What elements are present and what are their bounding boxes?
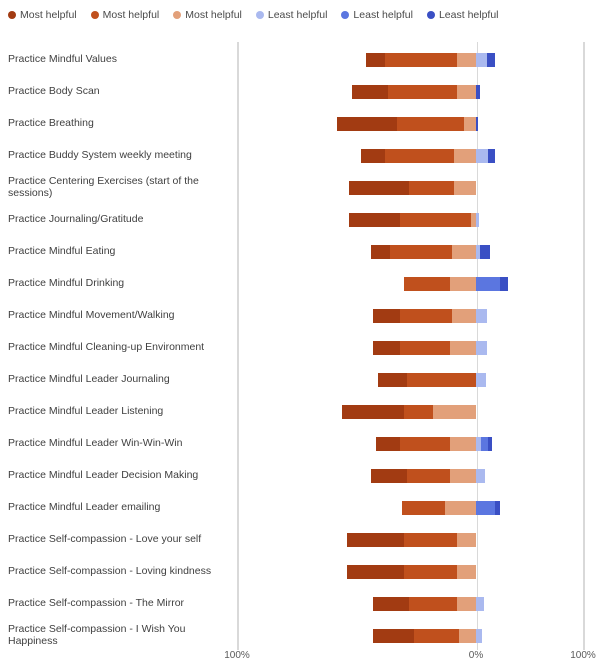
bar-track xyxy=(237,460,584,492)
bar-segment[interactable] xyxy=(373,309,399,323)
bar-segment[interactable] xyxy=(476,629,482,643)
bar-segment[interactable] xyxy=(450,437,476,451)
bar-track xyxy=(237,140,584,172)
bar-segment[interactable] xyxy=(371,245,390,259)
bar-segment[interactable] xyxy=(500,277,509,291)
bar-segment[interactable] xyxy=(404,565,457,579)
bar-segment[interactable] xyxy=(476,309,487,323)
bar-segment[interactable] xyxy=(450,277,476,291)
bar-segment[interactable] xyxy=(349,181,409,195)
bar-segment[interactable] xyxy=(457,597,476,611)
bar-segment[interactable] xyxy=(488,149,496,163)
bar-track xyxy=(237,300,584,332)
bar-track xyxy=(237,76,584,108)
category-label: Practice Mindful Values xyxy=(8,53,117,66)
bar-segment[interactable] xyxy=(476,597,484,611)
legend-label: Least helpful xyxy=(267,9,328,21)
legend-label: Most helpful xyxy=(185,9,242,21)
bar-segment[interactable] xyxy=(400,213,472,227)
bar-segment[interactable] xyxy=(457,53,476,67)
bar-segment[interactable] xyxy=(454,149,476,163)
axis-tick-label: 100% xyxy=(224,650,250,661)
legend-item[interactable] xyxy=(173,10,242,21)
chart-row xyxy=(0,428,613,460)
legend-item[interactable] xyxy=(91,10,160,21)
chart-row xyxy=(0,204,613,236)
legend-swatch-icon xyxy=(341,11,349,19)
category-label: Practice Mindful Drinking xyxy=(8,277,125,290)
bar-segment[interactable] xyxy=(373,597,409,611)
chart-row xyxy=(0,492,613,524)
chart-row xyxy=(0,268,613,300)
bar-track xyxy=(237,396,584,428)
bar-segment[interactable] xyxy=(397,117,464,131)
bar-segment[interactable] xyxy=(347,533,404,547)
legend-swatch-icon xyxy=(173,11,181,19)
bar-segment[interactable] xyxy=(347,565,404,579)
category-label: Practice Self-compassion - Loving kindness xyxy=(8,565,212,578)
bar-segment[interactable] xyxy=(390,245,452,259)
legend-item[interactable] xyxy=(341,10,413,21)
bar-segment[interactable] xyxy=(457,533,476,547)
bar-segment[interactable] xyxy=(454,181,476,195)
category-label: Practice Breathing xyxy=(8,117,94,130)
bar-segment[interactable] xyxy=(464,117,476,131)
category-label: Practice Mindful Cleaning-up Environment xyxy=(8,341,205,354)
chart-row xyxy=(0,44,613,76)
bar-segment[interactable] xyxy=(404,405,433,419)
bar-track xyxy=(237,268,584,300)
bar-segment[interactable] xyxy=(457,85,476,99)
bar-track xyxy=(237,524,584,556)
bar-segment[interactable] xyxy=(400,309,453,323)
bar-segment[interactable] xyxy=(361,149,385,163)
bar-track xyxy=(237,556,584,588)
chart-row xyxy=(0,76,613,108)
bar-segment[interactable] xyxy=(450,469,476,483)
bar-segment[interactable] xyxy=(409,181,454,195)
bar-segment[interactable] xyxy=(476,117,478,131)
category-label: Practice Mindful Eating xyxy=(8,245,116,258)
chart-row xyxy=(0,460,613,492)
bar-segment[interactable] xyxy=(414,629,459,643)
bar-segment[interactable] xyxy=(352,85,388,99)
bar-segment[interactable] xyxy=(337,117,397,131)
axis-tick-label: 100% xyxy=(570,650,596,661)
legend-item[interactable] xyxy=(256,10,328,21)
bar-segment[interactable] xyxy=(459,629,476,643)
bar-segment[interactable] xyxy=(373,341,399,355)
bar-segment[interactable] xyxy=(476,85,480,99)
category-label: Practice Mindful Leader emailing xyxy=(8,501,161,514)
chart-legend xyxy=(8,10,499,21)
bar-segment[interactable] xyxy=(407,373,476,387)
bar-segment[interactable] xyxy=(452,245,476,259)
legend-label: Most helpful xyxy=(20,9,77,21)
plot-region xyxy=(0,38,613,658)
chart-row xyxy=(0,140,613,172)
bar-track xyxy=(237,44,584,76)
legend-item[interactable] xyxy=(8,10,77,21)
bar-track xyxy=(237,204,584,236)
bar-segment[interactable] xyxy=(476,53,487,67)
chart-row xyxy=(0,332,613,364)
bar-segment[interactable] xyxy=(480,245,490,259)
category-label: Practice Buddy System weekly meeting xyxy=(8,149,192,162)
bar-track xyxy=(237,428,584,460)
bar-segment[interactable] xyxy=(409,597,457,611)
bar-segment[interactable] xyxy=(476,501,495,515)
bar-segment[interactable] xyxy=(476,149,488,163)
bar-segment[interactable] xyxy=(450,341,476,355)
legend-swatch-icon xyxy=(91,11,99,19)
legend-swatch-icon xyxy=(427,11,435,19)
bar-segment[interactable] xyxy=(488,437,492,451)
category-label: Practice Body Scan xyxy=(8,85,100,98)
bar-track xyxy=(237,364,584,396)
bar-segment[interactable] xyxy=(481,437,487,451)
bar-segment[interactable] xyxy=(476,373,486,387)
bar-segment[interactable] xyxy=(342,405,404,419)
bar-segment[interactable] xyxy=(378,373,407,387)
bar-track xyxy=(237,108,584,140)
category-label: Practice Self-compassion - The Mirror xyxy=(8,597,185,610)
bar-segment[interactable] xyxy=(407,469,450,483)
category-label: Practice Mindful Movement/Walking xyxy=(8,309,175,322)
category-label: Practice Centering Exercises (start of the sessions) xyxy=(8,175,199,199)
bar-track xyxy=(237,332,584,364)
bar-segment[interactable] xyxy=(433,405,476,419)
bar-track xyxy=(237,172,584,204)
bar-segment[interactable] xyxy=(376,437,400,451)
chart-row xyxy=(0,300,613,332)
bar-segment[interactable] xyxy=(366,53,385,67)
bar-segment[interactable] xyxy=(388,85,457,99)
bar-segment[interactable] xyxy=(385,149,454,163)
bar-segment[interactable] xyxy=(400,341,450,355)
chart-row xyxy=(0,396,613,428)
bar-segment[interactable] xyxy=(400,437,450,451)
x-axis xyxy=(0,650,613,670)
bar-track xyxy=(237,236,584,268)
bar-segment[interactable] xyxy=(349,213,399,227)
bar-segment[interactable] xyxy=(476,277,500,291)
legend-label: Most helpful xyxy=(102,9,160,21)
bar-segment[interactable] xyxy=(385,53,457,67)
bar-segment[interactable] xyxy=(452,309,476,323)
bar-segment[interactable] xyxy=(371,469,407,483)
chart-row xyxy=(0,524,613,556)
chart-row xyxy=(0,620,613,652)
axis-tick-label: 0% xyxy=(468,650,484,661)
chart-row xyxy=(0,364,613,396)
chart-row xyxy=(0,172,613,204)
legend-label: Least helpful xyxy=(353,9,413,21)
category-label: Practice Mindful Leader Win-Win-Win xyxy=(8,437,183,450)
category-label: Practice Mindful Leader Decision Making xyxy=(8,469,199,482)
chart-row xyxy=(0,588,613,620)
category-label: Practice Self-compassion - Love your self xyxy=(8,533,202,546)
bar-segment[interactable] xyxy=(476,341,487,355)
bar-segment[interactable] xyxy=(476,469,485,483)
chart-row xyxy=(0,108,613,140)
bar-segment[interactable] xyxy=(402,501,445,515)
bar-segment[interactable] xyxy=(373,629,414,643)
category-label: Practice Self-compassion - I Wish You Happiness xyxy=(8,623,186,647)
category-label: Practice Mindful Leader Journaling xyxy=(8,373,170,386)
bar-segment[interactable] xyxy=(476,213,479,227)
bar-segment[interactable] xyxy=(404,277,449,291)
bar-track xyxy=(237,588,584,620)
category-label: Practice Journaling/Gratitude xyxy=(8,213,144,226)
category-label: Practice Mindful Leader Listening xyxy=(8,405,164,418)
legend-swatch-icon xyxy=(256,11,264,19)
legend-label: Least helpful xyxy=(438,9,499,21)
bar-track xyxy=(237,620,584,652)
bar-segment[interactable] xyxy=(404,533,457,547)
legend-item[interactable] xyxy=(427,10,499,21)
bar-track xyxy=(237,492,584,524)
bar-segment[interactable] xyxy=(495,501,499,515)
bar-segment[interactable] xyxy=(457,565,476,579)
chart-row xyxy=(0,556,613,588)
legend-swatch-icon xyxy=(8,11,16,19)
bar-segment[interactable] xyxy=(487,53,496,67)
bar-segment[interactable] xyxy=(445,501,476,515)
chart-row xyxy=(0,236,613,268)
